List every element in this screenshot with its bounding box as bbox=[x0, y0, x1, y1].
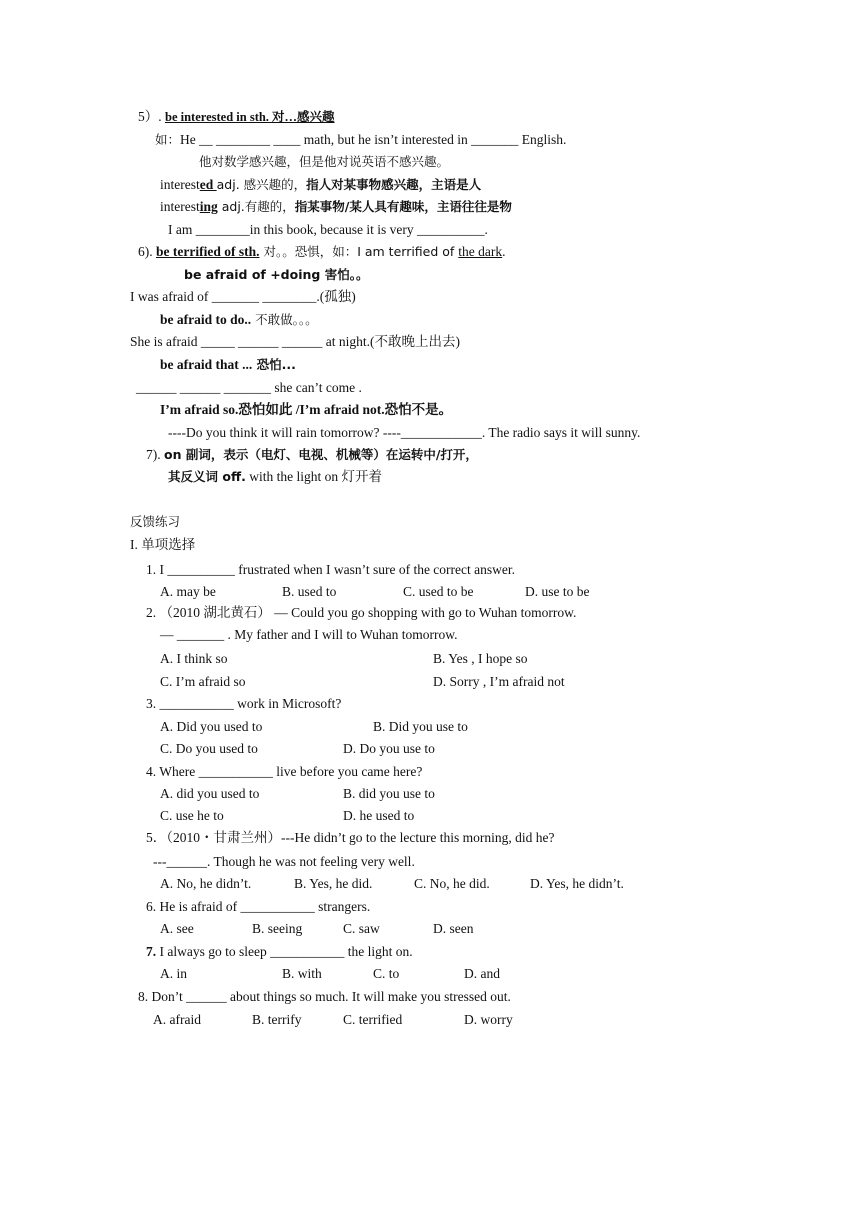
q5-option-d: D. Yes, he didn’t. bbox=[530, 876, 624, 891]
afraid-of-doing-rule: be afraid of +doing 害怕。。 bbox=[184, 267, 369, 282]
q5-option-a: A. No, he didn’t. bbox=[160, 876, 252, 891]
point-7-antonym bbox=[168, 468, 382, 486]
example-prefix: 如： bbox=[155, 132, 181, 147]
question-8: 8. Don’t ______ about things so much. It will make you stressed out. bbox=[138, 989, 511, 1004]
q7-option-d: D. and bbox=[464, 966, 500, 981]
q1-option-d: D. use to be bbox=[525, 584, 590, 599]
point-6-example-underlined: the dark bbox=[458, 244, 503, 259]
afraid-to-example: She is afraid _____ ______ ______ at night.(不敢晚上出去) bbox=[130, 334, 460, 349]
q2-option-c: C. I’m afraid so bbox=[160, 674, 246, 689]
word-suffix-ed: ed bbox=[199, 177, 217, 192]
afraid-that-meaning: 恐怕... bbox=[252, 357, 296, 372]
afraid-of-example: I was afraid of _______ ________.(孤独) bbox=[130, 289, 356, 304]
antonym-rule: 其反义词 off. bbox=[168, 469, 246, 484]
q4-option-c: C. use he to bbox=[160, 808, 224, 823]
definition-note: 指人对某事物感兴趣，主语是人 bbox=[306, 177, 482, 192]
question-7-number: 7. bbox=[146, 944, 157, 959]
definition-note: 指某事物/某人具有趣味，主语往往是物 bbox=[294, 199, 512, 214]
example-sentence: He __ ________ ____ math, but he isn’t interested in _______ English. bbox=[180, 132, 567, 147]
q5-option-c: C. No, he did. bbox=[414, 876, 490, 891]
exercise-heading: 反馈练习 bbox=[130, 514, 181, 529]
q7-option-c: C. to bbox=[373, 966, 400, 981]
q4-option-a: A. did you used to bbox=[160, 786, 260, 801]
interested-definition bbox=[160, 176, 481, 194]
q3-option-d: D. Do you use to bbox=[343, 741, 435, 756]
q7-option-a: A. in bbox=[160, 966, 187, 981]
point-5-example-translation: 他对数学感兴趣，但是他对说英语不感兴趣。 bbox=[199, 154, 450, 169]
point-6-meaning: 对。。恐惧，如：I am terrified of bbox=[259, 244, 459, 259]
point-5-title: be interested in sth. 对…感兴趣 bbox=[165, 110, 335, 124]
question-1: 1. I __________ frustrated when I wasn’t sure of the correct answer. bbox=[146, 562, 516, 577]
q6-option-c: C. saw bbox=[343, 921, 380, 936]
afraid-that-phrase: be afraid that ... bbox=[160, 357, 253, 372]
word-stem: interest bbox=[160, 177, 200, 192]
q2-option-d: D. Sorry , I’m afraid not bbox=[433, 674, 565, 689]
afraid-to-meaning: 不敢做。。。 bbox=[251, 312, 318, 327]
point-7-number: 7). bbox=[146, 447, 164, 462]
interesting-definition bbox=[160, 198, 512, 216]
q1-option-b: B. used to bbox=[282, 584, 337, 599]
question-7-text: I always go to sleep ___________ the light on. bbox=[156, 944, 413, 959]
q8-option-d: D. worry bbox=[464, 1012, 513, 1027]
q7-option-b: B. with bbox=[282, 966, 322, 981]
afraid-so-rule: I’m afraid so.恐怕如此 /I’m afraid not.恐怕不是。 bbox=[160, 402, 453, 417]
q6-option-b: B. seeing bbox=[252, 921, 303, 936]
point-5-example bbox=[155, 131, 566, 149]
point-7-title: on 副词，表示（电灯、电视、机械等）在运转中/打开， bbox=[164, 447, 478, 462]
question-5-reply: ---______. Though he was not feeling very well. bbox=[153, 854, 415, 869]
point-7-heading bbox=[146, 446, 478, 464]
definition-text: adj.有趣的， bbox=[217, 199, 295, 214]
q8-option-a: A. afraid bbox=[153, 1012, 201, 1027]
q1-option-c: C. used to be bbox=[403, 584, 474, 599]
antonym-example: with the light on 灯开着 bbox=[245, 469, 382, 484]
q3-option-c: C. Do you used to bbox=[160, 741, 258, 756]
q2-option-a: A. I think so bbox=[160, 651, 228, 666]
afraid-to-rule bbox=[160, 311, 318, 329]
point-5-heading bbox=[138, 108, 335, 126]
word-stem: interest bbox=[160, 199, 200, 214]
afraid-that-rule bbox=[160, 356, 296, 374]
q3-option-b: B. Did you use to bbox=[373, 719, 468, 734]
point-5-number: 5）. bbox=[138, 109, 165, 124]
point-6-heading bbox=[138, 243, 506, 261]
rain-dialogue: ----Do you think it will rain tomorrow? ----____________. The radio says it will sunny. bbox=[168, 425, 641, 440]
definition-text: adj. 感兴趣的， bbox=[216, 177, 307, 192]
q8-option-b: B. terrify bbox=[252, 1012, 302, 1027]
q4-option-b: B. did you use to bbox=[343, 786, 435, 801]
q6-option-d: D. seen bbox=[433, 921, 474, 936]
question-2: 2. （2010 湖北黄石） — Could you go shopping with go to Wuhan tomorrow. bbox=[146, 605, 577, 620]
q1-option-a: A. may be bbox=[160, 584, 216, 599]
question-2-reply: — _______ . My father and I will to Wuhan tomorrow. bbox=[160, 627, 458, 642]
q3-option-a: A. Did you used to bbox=[160, 719, 263, 734]
point-6-title: be terrified of sth. bbox=[156, 244, 260, 259]
q5-option-b: B. Yes, he did. bbox=[294, 876, 373, 891]
question-3: 3. ___________ work in Microsoft? bbox=[146, 696, 342, 711]
question-6: 6. He is afraid of ___________ strangers. bbox=[146, 899, 371, 914]
section-title: I. 单项选择 bbox=[130, 537, 196, 552]
afraid-that-example: ______ ______ _______ she can’t come . bbox=[136, 380, 362, 395]
point-6-number: 6). bbox=[138, 244, 156, 259]
word-suffix-ing: ing bbox=[199, 199, 218, 214]
question-7 bbox=[146, 943, 413, 961]
q2-option-b: B. Yes , I hope so bbox=[433, 651, 528, 666]
afraid-to-phrase: be afraid to do.. bbox=[160, 312, 252, 327]
q6-option-a: A. see bbox=[160, 921, 194, 936]
fill-in-sentence: I am ________in this book, because it is very __________. bbox=[168, 222, 488, 237]
q8-option-c: C. terrified bbox=[343, 1012, 403, 1027]
point-6-period: . bbox=[502, 244, 506, 259]
question-4: 4. Where ___________ live before you came here? bbox=[146, 764, 423, 779]
q4-option-d: D. he used to bbox=[343, 808, 415, 823]
question-5: 5．（2010・甘肃兰州）---He didn’t go to the lecture this morning, did he? bbox=[146, 830, 555, 845]
